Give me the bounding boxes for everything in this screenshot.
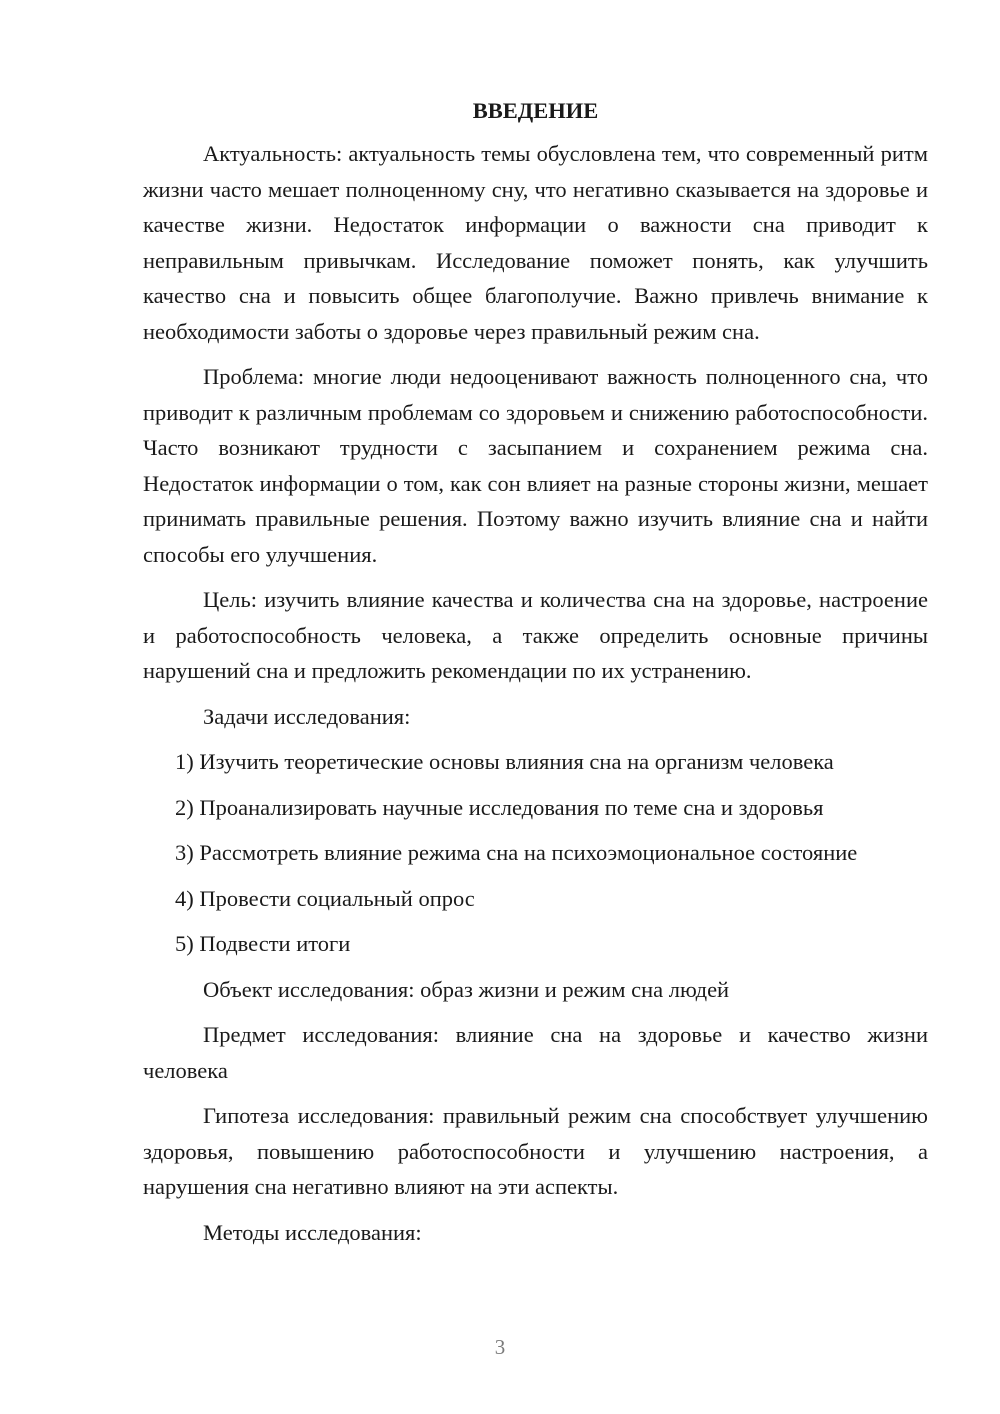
relevance-paragraph: Актуальность: актуальность темы обусловлена тем, что современный ритм жизни часто мешает полноценному сну, что негативно сказывается на здоровье и качестве жизни. Недостаток информации о важности сна приводит к неправильным привычкам. Исследование поможет понять, как улучшить качество сна и повысить общее благополучие. Важно привлечь внимание к необходимости заботы о здоровье через правильный режим сна. xyxy=(143,141,928,344)
subject-paragraph: Предмет исследования: влияние сна на здоровье и качество жизни человека xyxy=(143,1022,928,1083)
page-number: 3 xyxy=(494,1335,506,1359)
task-item: 2) Проанализировать научные исследования по теме сна и здоровья xyxy=(175,794,824,820)
methods-title: Методы исследования: xyxy=(203,1219,422,1245)
tasks-title: Задачи исследования: xyxy=(203,703,411,729)
task-item: 5) Подвести итоги xyxy=(175,931,351,956)
goal-paragraph: Цель: изучить влияние качества и количества сна на здоровье, настроение и работоспособность человека, а также определить основные причины нарушений сна и предложить рекомендации по их устранению. xyxy=(143,587,928,683)
task-item: 3) Рассмотреть влияние режима сна на психоэмоциональное состояние xyxy=(175,840,858,865)
task-item: 1) Изучить теоретические основы влияния сна на организм человека xyxy=(175,749,834,774)
page-content xyxy=(143,96,928,1260)
object-paragraph: Объект исследования: образ жизни и режим сна людей xyxy=(203,976,730,1002)
task-item: 4) Провести социальный опрос xyxy=(175,885,475,911)
hypothesis-paragraph: Гипотеза исследования: правильный режим сна способствует улучшению здоровья, повышению работоспособности и улучшению настроения, а нарушения сна негативно влияют на эти аспекты. xyxy=(143,1103,928,1199)
problem-paragraph: Проблема: многие люди недооценивают важность полноценного сна, что приводит к различным проблемам со здоровьем и снижению работоспособности. Часто возникают трудности с засыпанием и сохранением режима сна. Недостаток информации о том, как сон влияет на разные стороны жизни, мешает принимать правильные решения. Поэтому важно изучить влияние сна и найти способы его улучшения. xyxy=(143,364,928,567)
section-heading: ВВЕДЕНИЕ xyxy=(472,98,599,123)
